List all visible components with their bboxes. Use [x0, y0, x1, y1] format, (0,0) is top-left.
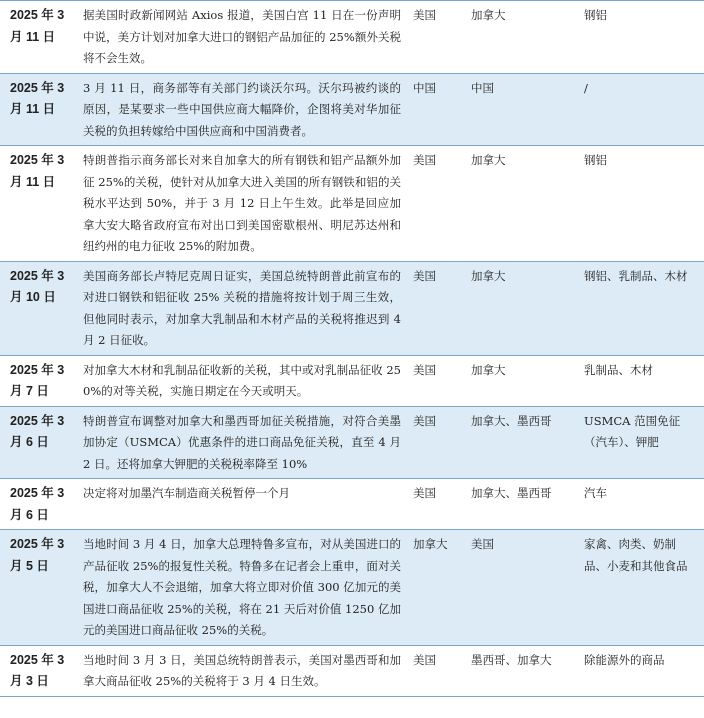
date-cell: 2025 年 3 月 7 日: [0, 355, 77, 406]
event-cell: 据美国时政新闻网站 Axios 报道，美国白宫 11 日在一份声明中说，美方计划对加拿大进口的钢铝产品加征的 25%额外关税将不会生效。: [77, 1, 407, 74]
target-cell: 加拿大、墨西哥: [465, 406, 578, 479]
date-cell: 2025 年 3 月 11 日: [0, 73, 77, 146]
target-cell: 加拿大: [465, 261, 578, 355]
event-cell: 美国商务部长卢特尼克周日证实，美国总统特朗普此前宣布的对进口钢铁和铝征收 25% 关税的措施将按计划于周三生效，但他同时表示，对加拿大乳制品和木材产品的关税将推迟到 4 月 2 日征收。: [77, 261, 407, 355]
products-cell: 汽车: [578, 479, 704, 530]
initiator-cell: 美国: [407, 1, 465, 74]
event-cell: 当地时间 3 月 4 日，加拿大总理特鲁多宣布，对从美国进口的产品征收 25%的报复性关税。特鲁多在记者会上重申，面对关税，加拿大人不会退缩，加拿大将立即对价值 300 亿加元的美国进口商品征收 25%的关税，将在 21 天后对价值 1250 亿加元的美国进口商品征收 25%的关税。: [77, 530, 407, 646]
target-cell: 加拿大: [465, 1, 578, 74]
date-cell: 2025 年 3 月 3 日: [0, 645, 77, 696]
initiator-cell: 美国: [407, 479, 465, 530]
date-cell: 2025 年 3 月 11 日: [0, 1, 77, 74]
table-row: [0, 406, 704, 479]
table-row: [0, 355, 704, 406]
initiator-cell: 中国: [407, 73, 465, 146]
date-cell: 2025 年 3 月 5 日: [0, 530, 77, 646]
date-cell: 2025 年 3 月 6 日: [0, 406, 77, 479]
date-cell: 2025 年 3 月 6 日: [0, 479, 77, 530]
date-cell: 2025 年 3 月 10 日: [0, 261, 77, 355]
initiator-cell: 美国: [407, 645, 465, 696]
products-cell: 钢铝、乳制品、木材: [578, 261, 704, 355]
target-cell: 加拿大: [465, 146, 578, 262]
event-cell: 决定将对加墨汽车制造商关税暂停一个月: [77, 479, 407, 530]
event-cell: 对加拿大木材和乳制品征收新的关税，其中或对乳制品征收 250%的对等关税，实施日期定在今天或明天。: [77, 355, 407, 406]
target-cell: 加拿大、墨西哥: [465, 479, 578, 530]
products-cell: 钢铝: [578, 146, 704, 262]
table-row: [0, 261, 704, 355]
initiator-cell: 美国: [407, 146, 465, 262]
products-cell: 家禽、肉类、奶制品、小麦和其他食品: [578, 530, 704, 646]
table-row: [0, 1, 704, 74]
initiator-cell: 美国: [407, 261, 465, 355]
table-row: [0, 73, 704, 146]
target-cell: 加拿大: [465, 355, 578, 406]
products-cell: 钢铝: [578, 1, 704, 74]
products-cell: /: [578, 73, 704, 146]
table-row: [0, 479, 704, 530]
initiator-cell: 美国: [407, 355, 465, 406]
table-row: [0, 645, 704, 696]
initiator-cell: 加拿大: [407, 530, 465, 646]
products-cell: 除能源外的商品: [578, 645, 704, 696]
table-row: [0, 146, 704, 262]
event-cell: 特朗普宣布调整对加拿大和墨西哥加征关税措施，对符合美墨加协定（USMCA）优惠条件的进口商品免征关税，直至 4 月 2 日。还将加拿大钾肥的关税税率降至 10%: [77, 406, 407, 479]
event-cell: 3 月 11 日，商务部等有关部门约谈沃尔玛。沃尔玛被约谈的原因，是某要求一些中国供应商大幅降价，企图将美对华加征关税的负担转嫁给中国供应商和中国消费者。: [77, 73, 407, 146]
date-cell: 2025 年 3 月 11 日: [0, 146, 77, 262]
target-cell: 墨西哥、加拿大: [465, 645, 578, 696]
target-cell: 美国: [465, 530, 578, 646]
initiator-cell: 美国: [407, 406, 465, 479]
products-cell: USMCA 范围免征（汽车）、钾肥: [578, 406, 704, 479]
event-cell: 当地时间 3 月 3 日，美国总统特朗普表示，美国对墨西哥和加拿大商品征收 25%的关税将于 3 月 4 日生效。: [77, 645, 407, 696]
products-cell: 乳制品、木材: [578, 355, 704, 406]
target-cell: 中国: [465, 73, 578, 146]
event-cell: 特朗普指示商务部长对来自加拿大的所有钢铁和铝产品额外加征 25%的关税，使针对从加拿大进入美国的所有钢铁和铝的关税水平达到 50%，并于 3 月 12 日上午生效。此举是回应加拿大安大略省政府宣布对出口到美国密歇根州、明尼苏达州和纽约州的电力征收 25%的附加费。: [77, 146, 407, 262]
table-row: [0, 530, 704, 646]
